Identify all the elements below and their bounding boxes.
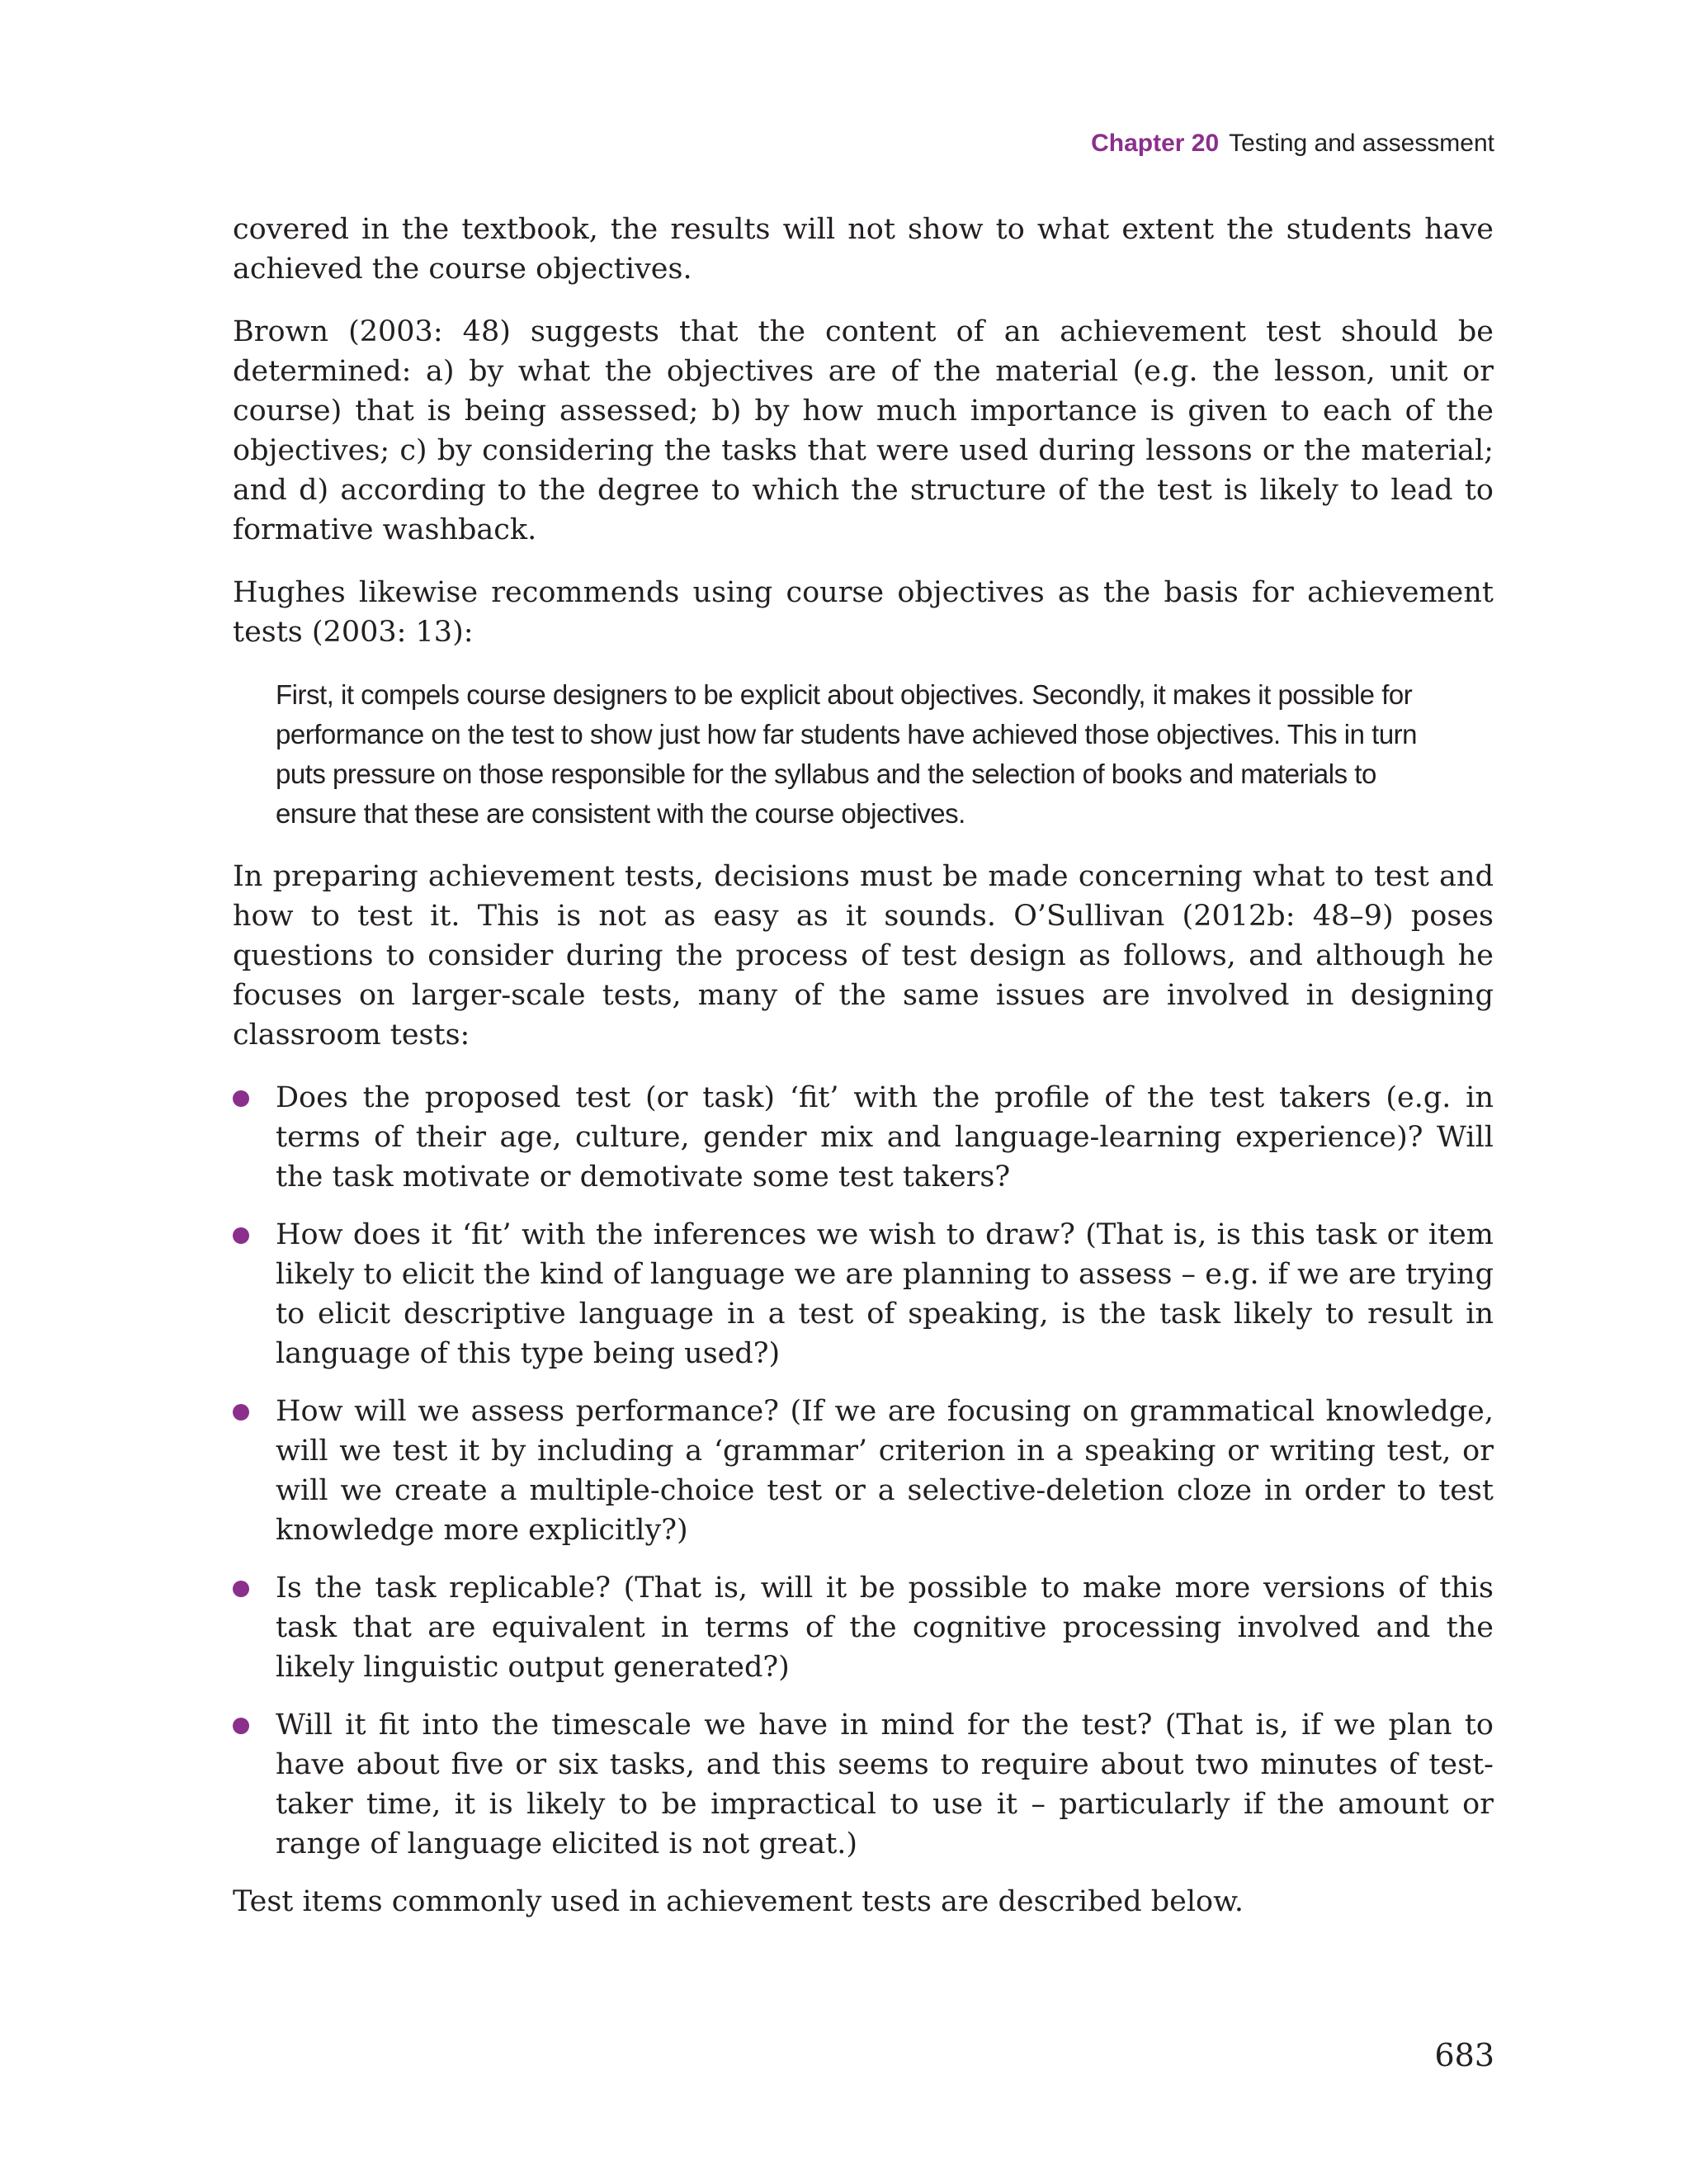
chapter-title: Testing and assessment	[1229, 130, 1494, 157]
paragraph-continuation: covered in the textbook, the results will not show to what extent the students have achieved the course objectives.	[233, 213, 1494, 286]
page-body	[233, 210, 1494, 1945]
list-item-text: Does the proposed test (or task) ‘fit’ with the profile of the test takers (e.g. in terms of their age, culture, gender mix and language-learning experience)? Will the task motivate or demotivate some test takers?	[276, 1081, 1494, 1194]
list-item-text: Will it fit into the timescale we have in mind for the test? (That is, if we plan to have about five or six tasks, and this seems to require about two minutes of test-taker time, it is likely to be impractical to use it – particularly if the amount or range of language elicited is not great.)	[276, 1709, 1494, 1860]
bullet-icon	[233, 1090, 249, 1107]
running-header	[1091, 127, 1494, 160]
list-item	[233, 1078, 1494, 1197]
list-item-text: How does it ‘fit’ with the inferences we wish to draw? (That is, is this task or item likely to elicit the kind of language we are planning to assess – e.g. if we are trying to elicit descriptive language in a test of speaking, is the task likely to result in language of this type being used?)	[276, 1218, 1494, 1370]
bullet-icon	[233, 1718, 249, 1734]
paragraph-osullivan: In preparing achievement tests, decisions must be made concerning what to test and how to test it. This is not as easy as it sounds. O’Sullivan (2012b: 48–9) poses questions to consider during the process of test design as follows, and although he focuses on larger-scale tests, many of the same issues are involved in designing classroom tests:	[233, 860, 1494, 1052]
chapter-label: Chapter 20	[1091, 130, 1220, 157]
block-quote: First, it compels course designers to be explicit about objectives. Secondly, it makes it possible for performance on the test to show just how far students have achieved those objectives. This in turn puts pressure on those responsible for the syllabus and the selection of books and materials to ensure that these are consistent with the course objectives.	[276, 679, 1418, 829]
bullet-icon	[233, 1404, 249, 1421]
list-item	[233, 1392, 1494, 1550]
list-item-text: Is the task replicable? (That is, will it be possible to make more versions of this task that are equivalent in terms of the cognitive processing involved and the likely linguistic output generated?)	[276, 1572, 1494, 1684]
list-item	[233, 1215, 1494, 1373]
list-item	[233, 1568, 1494, 1687]
list-item-text: How will we assess performance? (If we are focusing on grammatical knowledge, will we test it by including a ‘grammar’ criterion in a speaking or writing test, or will we create a multiple-choice test or a selective-deletion cloze in order to test knowledge more explicitly?)	[276, 1395, 1494, 1547]
bullet-icon	[233, 1227, 249, 1244]
bullet-icon	[233, 1581, 249, 1597]
list-item	[233, 1705, 1494, 1864]
paragraph-hughes: Hughes likewise recommends using course objectives as the basis for achievement tests (2003: 13):	[233, 576, 1494, 649]
paragraph-brown: Brown (2003: 48) suggests that the content of an achievement test should be determined: a) by what the objectives are of the material (e.g. the lesson, unit or course) that is being assessed; b) by how much importance is given to each of the objectives; c) by considering the tasks that were used during lessons or the material; and d) according to the degree to which the structure of the test is likely to lead to formative washback.	[233, 315, 1494, 546]
page-number: 683	[1434, 2037, 1494, 2073]
question-list	[233, 1078, 1494, 1864]
paragraph-closing: Test items commonly used in achievement tests are described below.	[233, 1885, 1244, 1918]
